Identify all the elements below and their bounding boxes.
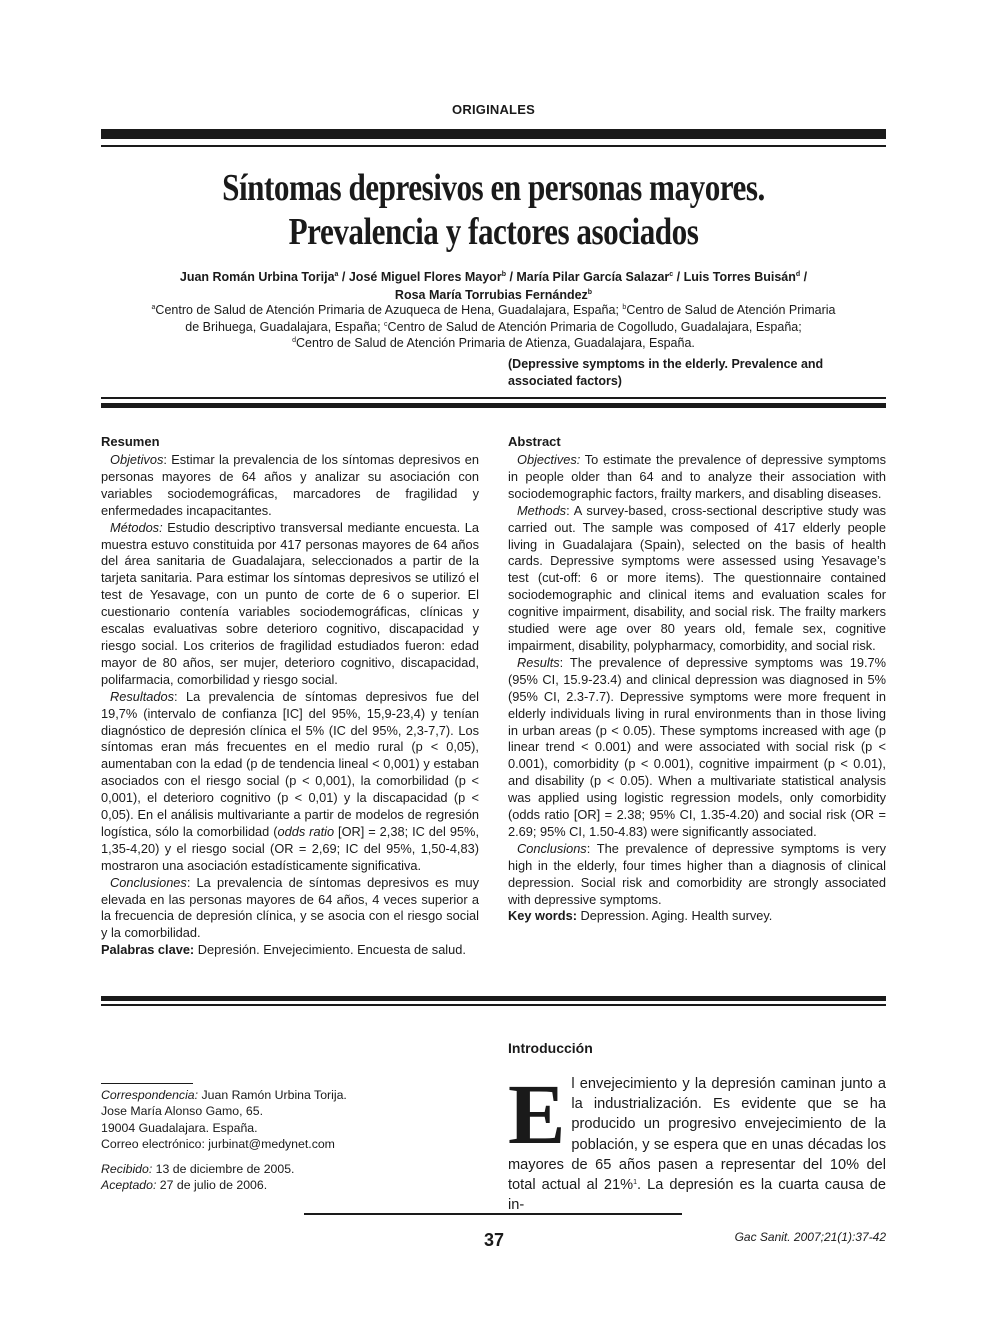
author-list xyxy=(100,268,887,304)
results-text: : The prevalence of depressive symptoms was 19.7% (95% CI, 15.9-23.4) and clinical depression was diagnosed in 5% (95% CI, 2.3-7.7). Depressive symptoms were more frequent in elderly individuals living in rural environments than in those living in urban areas (p < 0.05). These symptoms increased with age (p linear trend < 0.001) and were associated with social risk (p < 0.001), comorbidity (p < 0.001), cognitive impairment (p < 0.01), and disability (p < 0.05). When a multivariate statistical analysis was applied using logistic regression models, only comorbidity (odds ratio [OR] = 2.38; 95% CI, 1.35-4.20) and social risk (OR = 2.69; 95% CI, 1.50-4.83) were significantly associated. xyxy=(508,654,886,839)
correspondence-email: Correo electrónico: jurbinat@medynet.com xyxy=(101,1137,335,1152)
author-separator: / xyxy=(800,270,808,284)
abstract-keywords xyxy=(508,908,886,925)
title-line-1: Síntomas depresivos en personas mayores. xyxy=(222,167,765,209)
author-affil-mark: b xyxy=(501,271,506,278)
metodos-label: Métodos: xyxy=(110,519,163,535)
resumen-column xyxy=(101,433,479,959)
reference-mark: 1 xyxy=(633,1179,638,1187)
affiliations xyxy=(100,302,887,352)
affiliation-a: Centro de Salud de Atención Primaria de Azuqueca de Hena, Guadalajara, España; xyxy=(155,303,623,317)
correspondence-name: Juan Ramón Urbina Torija. xyxy=(198,1088,347,1102)
conclusiones-label: Conclusiones xyxy=(110,874,187,890)
author-name: María Pilar García Salazar xyxy=(516,270,670,284)
author-name: Juan Román Urbina Torija xyxy=(179,270,335,284)
conclusions-text: : The prevalence of depressive symptoms is very high in the elderly, four times higher than a diagnosis of clinical depression. Social risk and comorbidity are strongly associated with depressive symptoms. xyxy=(508,840,886,907)
abstract-column xyxy=(508,433,886,925)
affiliation-d: Centro de Salud de Atención Primaria de Atienza, Guadalajara, España. xyxy=(296,336,695,350)
article-title xyxy=(154,166,832,254)
page-number: 37 xyxy=(483,1230,505,1250)
author-name: Luis Torres Buisán xyxy=(683,270,796,284)
metodos-text: Estudio descriptivo transversal mediante encuesta. La muestra estuvo constituida por 417 personas mayores de 64 años del área sanitaria de Guadalajara, seleccionados a partir de la tarjeta sanitaria. Para estimar los síntomas depresivos se utilizó el test de Yesavage, con un punto de corte de 6 o superior. El cuestionario contenía variables sociodemográficas, clínicas y escalas evaluativas sobre deterioro cognitivo, discapacidad y riesgo social. Los criterios de fragilidad estudiados fueron: edad mayor de 80 años, ser mujer, deterioro cognitivo, discapacidad, polifarmacia, comorbilidad y riesgo social. xyxy=(101,519,479,687)
top-rule-thick xyxy=(101,129,886,139)
affil-mark: d xyxy=(292,337,297,344)
affiliation-b: Centro de Salud de Atención Primaria xyxy=(626,303,836,317)
affil-mark: b xyxy=(622,304,627,311)
methods-label: Methods xyxy=(517,502,567,518)
author-affil-mark: b xyxy=(587,289,593,296)
correspondence-rule xyxy=(101,1083,193,1084)
results-label: Results xyxy=(517,654,560,670)
author-name: Rosa María Torrubias Fernández xyxy=(394,288,588,302)
abstract-results xyxy=(508,655,886,841)
methods-text: : A survey-based, cross-sectional descriptive study was carried out. The sample was composed of 417 elderly people living in Guadalajara (Spain), selected on the basis of health cards. Depressive symptoms were assessed using Yesavage’s test (cut-off: 6 or more items). The questionnaire contained sociodemographic and clinical items and evaluation scales for cognitive impairment, disability, and social risk. The frailty markers studied were age over 80 years old, female sex, cognitive impairment, disability, polypharmacy, comorbidity, and social risk. xyxy=(508,502,886,653)
author-affil-mark: a xyxy=(334,271,339,278)
keywords-text: Depression. Aging. Health survey. xyxy=(576,908,773,924)
resumen-keywords xyxy=(101,942,479,959)
received-label: Recibido: xyxy=(101,1161,153,1176)
resultados-text: : La prevalencia de síntomas depresivos fue del 19,7% (intervalo de confianza [IC] del 95%, 15,9-23,4) y tenían diagnóstico de depresión clínica el 5% (IC del 95%, 2,3-7,7). Los síntomas eran más frecuentes en el medio rural (p < 0,05), aumentaban con la edad (p de tendencia lineal < 0,001) y estaban asociados con el riesgo social (p < 0,001), la comorbilidad (p < 0,001), el deterioro cognitivo (p < 0,01) y la discapacidad (p < 0,05). En el análisis multivariante a partir de modelos de regresión logística, sólo la comorbilidad ( xyxy=(101,688,479,839)
introduction-body xyxy=(508,1066,886,1215)
title-line-2: Prevalencia y factores asociados xyxy=(288,211,699,253)
abstract-heading: Abstract xyxy=(508,434,561,449)
affiliation-b-cont: de Brihuega, Guadalajara, España; xyxy=(185,319,385,334)
objectives-text: To estimate the prevalence of depressive symptoms in people older than 64 and to analyze their association with sociodemographic factors, frailty markers, and disabling diseases. xyxy=(508,452,886,501)
keywords-label: Key words: xyxy=(508,908,577,924)
abstract-methods xyxy=(508,503,886,655)
resumen-metodos xyxy=(101,520,479,689)
footer-rule xyxy=(304,1213,682,1215)
abstract-conclusions xyxy=(508,841,886,909)
affiliation-c: Centro de Salud de Atención Primaria de Cogolludo, Guadalajara, España; xyxy=(387,319,802,334)
intro-text: l envejecimiento y la depresión caminan junto a la industrialización. Es evidente que se ha producido un progresivo envejecimiento de la población, y se espera que en unas décadas los mayores de 65 años pasen a representar del 10% del total actual al 21% xyxy=(508,1076,886,1194)
objetivos-text: : Estimar la prevalencia de los síntomas depresivos en personas mayores de 64 años y analizar su asociación con variables sociodemográficas, marcadores de fragilidad y enfermedades incapacitantes. xyxy=(101,452,479,518)
resumen-heading: Resumen xyxy=(101,434,160,449)
drop-cap: E xyxy=(508,1066,566,1162)
correspondence-block xyxy=(101,1087,479,1193)
author-separator: / xyxy=(673,270,684,284)
affil-mark: c xyxy=(384,320,388,328)
author-separator: / xyxy=(505,270,517,284)
journal-citation: Gac Sanit. 2007;21(1):37-42 xyxy=(734,1230,886,1244)
abstract-rule-thin xyxy=(101,397,886,399)
author-affil-mark: c xyxy=(669,271,674,278)
keywords-label: Palabras clave: xyxy=(101,942,195,958)
received-line xyxy=(101,1161,479,1177)
resultados-italic: odds ratio xyxy=(277,823,335,839)
resultados-text-cont: [OR] = 2,38; IC del 95%, 1,35-4,20) y el riesgo social (OR = 2,69; IC del 95%, 1,50-4,83) mostraron una asociación estadísticamente significativa. xyxy=(101,823,479,873)
resultados-label: Resultados xyxy=(110,688,175,704)
resumen-resultados xyxy=(101,689,479,875)
section-label: ORIGINALES xyxy=(452,102,535,117)
conclusiones-text: : La prevalencia de síntomas depresivos es muy elevada en las personas mayores de 64 años, 4 veces superior a la frecuencia de depresión clínica, y se asocia con el riesgo social y la comorbilidad. xyxy=(101,874,479,941)
conclusions-label: Conclusions xyxy=(517,840,587,856)
correspondence-address-1: Jose María Alonso Gamo, 65. xyxy=(101,1104,263,1119)
author-affil-mark: d xyxy=(795,271,801,278)
keywords-text: Depresión. Envejecimiento. Encuesta de salud. xyxy=(194,942,466,958)
resumen-objetivos xyxy=(101,452,479,520)
received-date: 13 de diciembre de 2005. xyxy=(152,1161,295,1176)
objectives-label: Objectives: xyxy=(517,452,581,467)
correspondence-line xyxy=(101,1087,479,1103)
english-title: (Depressive symptoms in the elderly. Prevalence and associated factors) xyxy=(508,357,824,388)
correspondence-address-2: 19004 Guadalajara. España. xyxy=(101,1120,258,1135)
resumen-conclusiones xyxy=(101,875,479,943)
abstract-objectives xyxy=(508,452,886,503)
affil-mark: a xyxy=(151,304,156,311)
introduction-heading: Introducción xyxy=(508,1040,593,1056)
author-name: José Miguel Flores Mayor xyxy=(348,270,502,284)
accepted-date: 27 de julio de 2006. xyxy=(156,1178,268,1193)
abstract-rule-thick xyxy=(101,403,886,408)
author-separator: / xyxy=(338,270,349,284)
abstract-bottom-rule-thin xyxy=(101,1004,886,1006)
correspondence-label: Correspondencia: xyxy=(101,1088,199,1102)
accepted-line xyxy=(101,1177,479,1193)
intro-text-cont: . La depresión es la cuarta causa de in- xyxy=(508,1177,886,1214)
top-rule-thin xyxy=(101,145,886,147)
accepted-label: Aceptado: xyxy=(101,1178,157,1193)
objetivos-label: Objetivos xyxy=(110,452,164,467)
abstract-bottom-rule-thick xyxy=(101,996,886,1001)
